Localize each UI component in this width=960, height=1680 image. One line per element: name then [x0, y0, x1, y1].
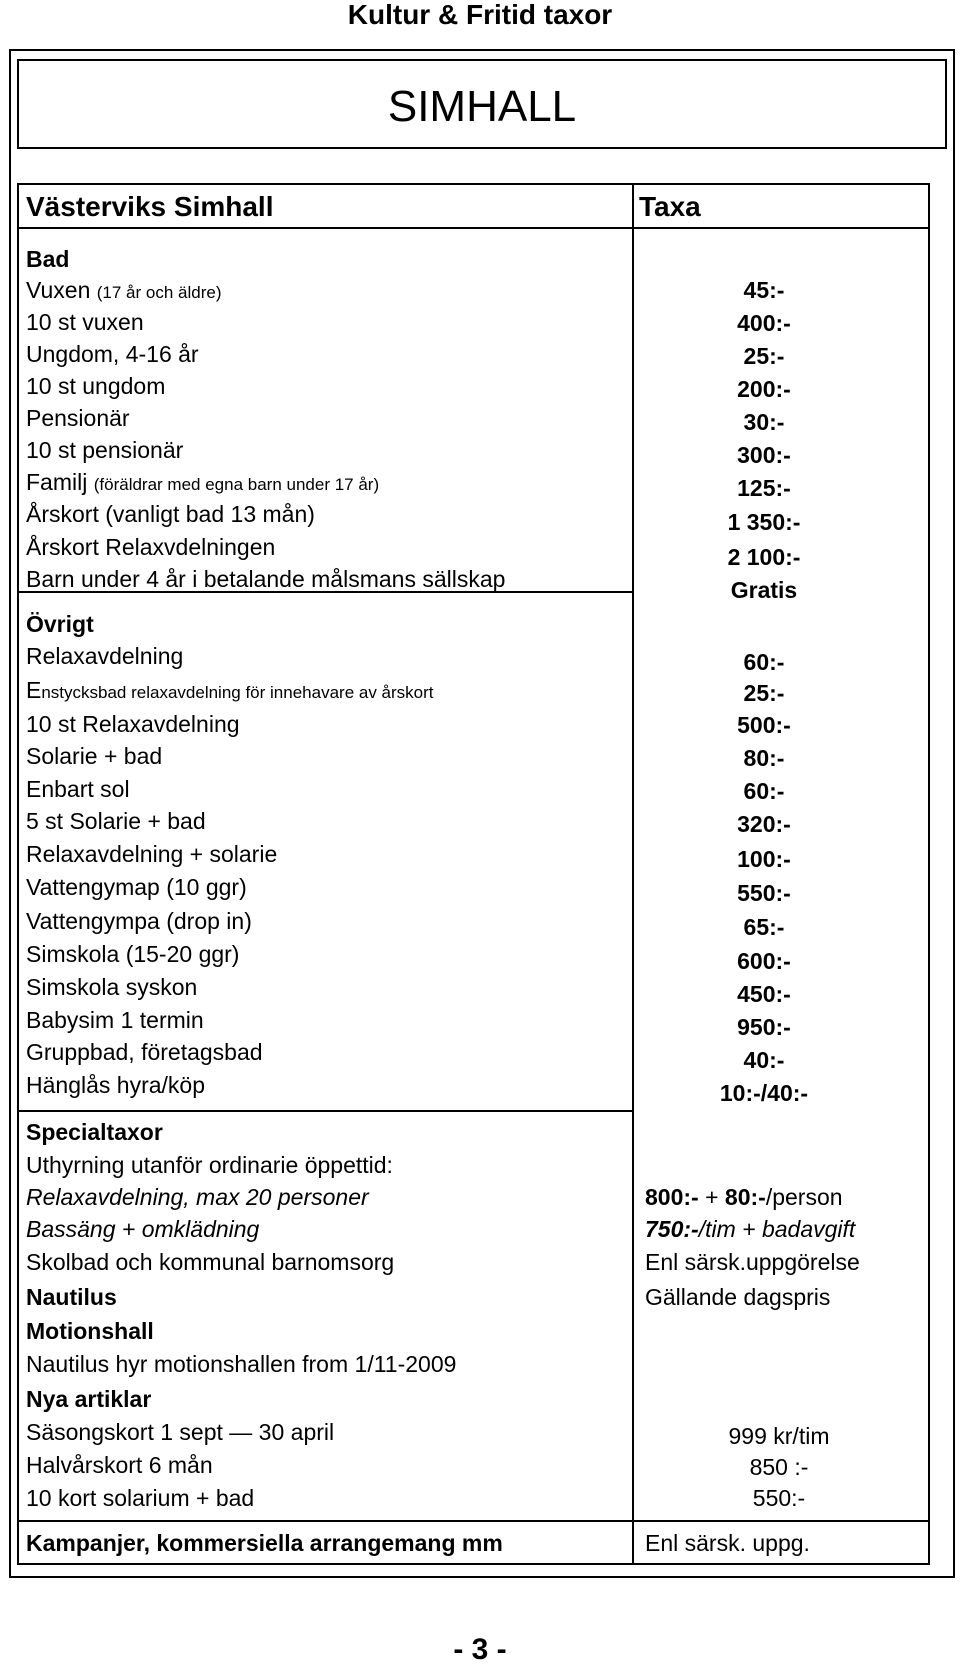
tariff-value: 60:- [743, 649, 785, 675]
section-heading-motionshall: Motionshall [26, 1318, 154, 1344]
tariff-value: 60:- [743, 778, 785, 804]
tariff-label: Simskola (15-20 ggr) [26, 941, 240, 967]
tariff-value: 10:-/40:- [719, 1080, 809, 1106]
tariff-label: Årskort Relaxvdelningen [26, 534, 276, 560]
tariff-value: 500:- [737, 712, 791, 738]
tariff-value: 800:- + 80:-/person [645, 1184, 843, 1210]
tariff-label: Säsongskort 1 sept — 30 april [26, 1419, 335, 1445]
section-separator [19, 1520, 928, 1522]
document-header: Kultur & Fritid taxor [347, 0, 613, 30]
section-heading-bad: Bad [26, 246, 70, 272]
title-frame [17, 59, 947, 149]
tariff-label: Relaxavdelning, max 20 personer [26, 1184, 369, 1210]
tariff-label: Enstycksbad relaxavdelning för innehavare av årskort [26, 677, 434, 703]
tariff-label: Pensionär [26, 405, 130, 431]
tariff-value: 30:- [743, 409, 785, 435]
tariff-value: 950:- [737, 1014, 791, 1040]
section-heading-nya-artiklar: Nya artiklar [26, 1386, 152, 1412]
tariff-value: Gällande dagspris [645, 1284, 831, 1310]
tariff-value: 600:- [737, 948, 791, 974]
tariff-value: Gratis [730, 577, 798, 603]
tariff-value: 25:- [743, 680, 785, 706]
tariff-label: Relaxavdelning + solarie [26, 841, 278, 867]
tariff-value: 300:- [737, 442, 791, 468]
tariff-label: Vattengymap (10 ggr) [26, 874, 247, 900]
section-heading-nautilus: Nautilus [26, 1284, 117, 1310]
column-header-right: Taxa [639, 191, 701, 222]
header-separator [19, 227, 928, 229]
tariff-label: 10 st ungdom [26, 373, 166, 399]
tariff-label: Nautilus hyr motionshallen from 1/11-2009 [26, 1351, 457, 1377]
column-header-left: Västerviks Simhall [26, 191, 274, 222]
tariff-label: Barn under 4 år i betalande målsmans sällskap [26, 566, 506, 592]
tariff-value: 550:- [737, 880, 791, 906]
tariff-value: 750:-/tim + badavgift [645, 1216, 856, 1242]
section-heading-ovrigt: Övrigt [26, 611, 94, 637]
tariff-label: Babysim 1 termin [26, 1007, 204, 1033]
tariff-value: 80:- [743, 745, 785, 771]
tariff-value: 125:- [737, 475, 791, 501]
tariff-label: 10 st Relaxavdelning [26, 711, 240, 737]
tariff-value: 450:- [737, 981, 791, 1007]
tariff-label: Relaxavdelning [26, 643, 184, 669]
tariff-label: Halvårskort 6 mån [26, 1452, 213, 1478]
tariff-value: 45:- [743, 277, 785, 303]
tariff-label: 10 kort solarium + bad [26, 1485, 255, 1511]
tariff-label: Ungdom, 4-16 år [26, 341, 199, 367]
tariff-label: Årskort (vanligt bad 13 mån) [26, 501, 315, 527]
page-number: - 3 - [453, 1633, 507, 1666]
tariff-value: Enl särsk.uppgörelse [645, 1249, 860, 1275]
tariff-value: 2 100:- [727, 544, 801, 570]
tariff-label: 10 st vuxen [26, 309, 144, 335]
tariff-label: Vuxen (17 år och äldre) [26, 277, 222, 303]
tariff-label: Enbart sol [26, 776, 130, 802]
tariff-label: Hänglås hyra/köp [26, 1072, 205, 1098]
tariff-label: Solarie + bad [26, 743, 163, 769]
tariff-value: 400:- [737, 310, 791, 336]
tariff-label: 5 st Solarie + bad [26, 808, 206, 834]
tariff-label: 10 st pensionär [26, 437, 184, 463]
tariff-value: 40:- [743, 1047, 785, 1073]
section-heading-specialtaxor: Specialtaxor [26, 1119, 163, 1145]
column-divider [632, 185, 634, 1563]
tariff-value: 550:- [752, 1485, 806, 1511]
tariff-value: 25:- [743, 343, 785, 369]
tariff-value: 850 :- [749, 1454, 809, 1480]
tariff-value: 1 350:- [727, 509, 801, 535]
tariff-value: 65:- [743, 914, 785, 940]
tariff-label: Kampanjer, kommersiella arrangemang mm [26, 1530, 503, 1556]
tariff-label: Skolbad och kommunal barnomsorg [26, 1249, 395, 1275]
tariff-label: Gruppbad, företagsbad [26, 1039, 263, 1065]
tariff-label: Bassäng + omklädning [26, 1216, 260, 1242]
section-separator [19, 1110, 632, 1112]
tariff-label: Familj (föräldrar med egna barn under 17 år) [26, 469, 380, 495]
tariff-value: 320:- [737, 811, 791, 837]
tariff-value: Enl särsk. uppg. [645, 1530, 810, 1556]
tariff-value: 100:- [737, 846, 791, 872]
tariff-value: 999 kr/tim [728, 1423, 830, 1449]
page-title: SIMHALL [387, 82, 577, 131]
tariff-label: Uthyrning utanför ordinarie öppettid: [26, 1152, 393, 1178]
tariff-label: Vattengympa (drop in) [26, 908, 252, 934]
tariff-label: Simskola syskon [26, 974, 198, 1000]
tariff-value: 200:- [737, 376, 791, 402]
